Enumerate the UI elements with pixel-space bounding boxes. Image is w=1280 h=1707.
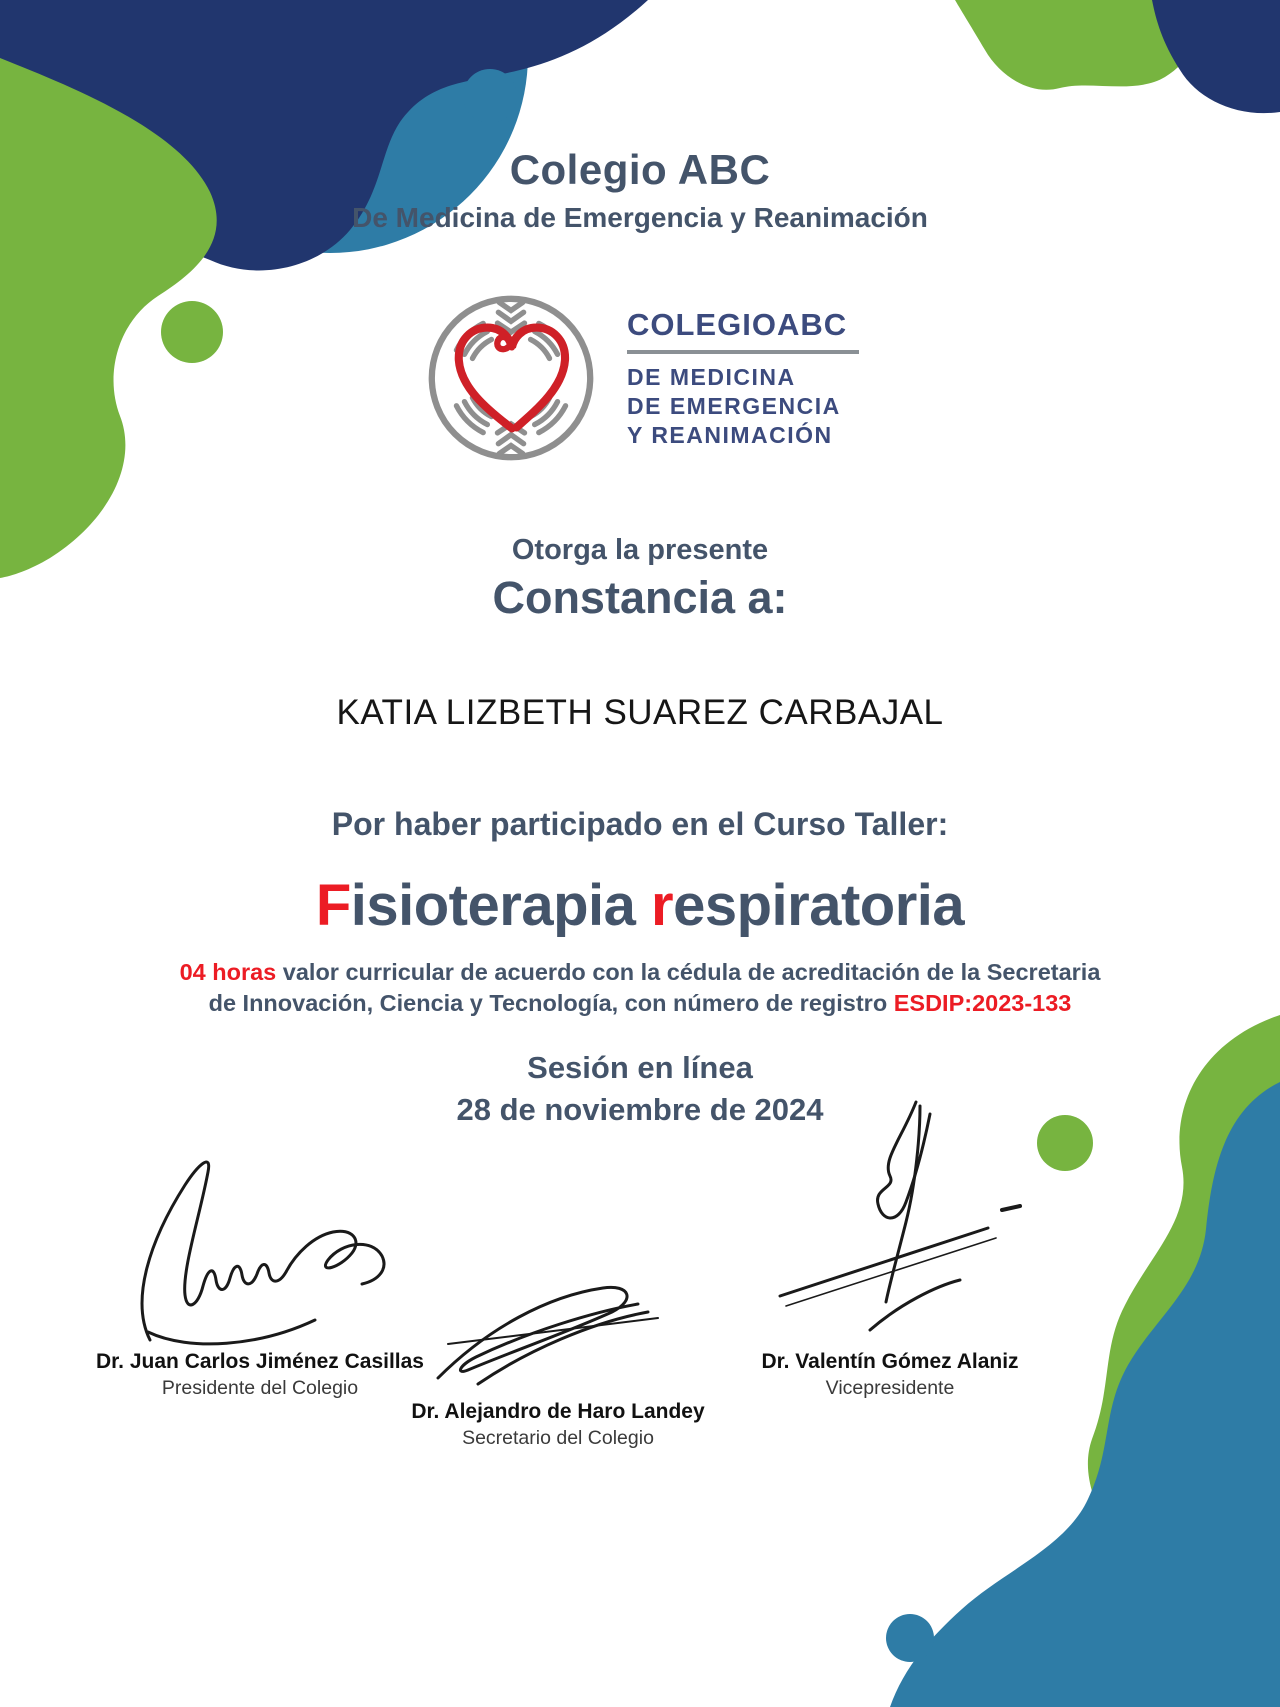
signatory-role: Secretario del Colegio [462, 1427, 654, 1449]
blue-dot [886, 1614, 934, 1662]
logo-wordmark-block [627, 307, 859, 450]
session-mode: Sesión en línea [527, 1050, 753, 1085]
signatory-name: Dr. Juan Carlos Jiménez Casillas [96, 1350, 424, 1373]
credit-line-2 [0, 988, 1280, 1019]
signatory-role: Presidente del Colegio [161, 1377, 359, 1399]
logo-wordmark-bold: ABC [776, 306, 848, 342]
presents-line: Otorga la presente [511, 534, 769, 566]
signatory-name: Dr. Valentín Gómez Alaniz [761, 1350, 1019, 1373]
credit-line-2-pre: de Innovación, Ciencia y Tecnología, con número de registro [208, 990, 894, 1016]
signature-secretary-handwriting [408, 1258, 708, 1398]
course-lead: Por haber participado en el Curso Taller: [331, 806, 949, 842]
constancy-line: Constancia a: [492, 572, 788, 623]
credit-paragraph [0, 957, 1280, 1019]
logo-block [0, 288, 1280, 468]
course-title-red-initial-1: F [315, 873, 351, 938]
logo-divider [627, 350, 859, 354]
session-date: 28 de noviembre de 2024 [456, 1092, 824, 1127]
signatory-role: Vicepresidente [825, 1377, 955, 1399]
credit-line-1 [0, 957, 1280, 988]
course-title [0, 872, 1280, 939]
logo-wordmark-regular: COLEGIO [627, 306, 777, 342]
logo-line-1: DE MEDICINA [627, 363, 796, 390]
credit-registry-number: ESDIP:2023-133 [893, 990, 1072, 1016]
logo-wordmark [627, 307, 859, 343]
signature-block-secretary [358, 1258, 758, 1451]
logo-line-3: Y REANIMACIÓN [627, 421, 833, 448]
college-title: Colegio ABC [509, 146, 771, 193]
course-title-red-initial-2: r [651, 873, 674, 938]
course-title-part-1: isioterapia [350, 873, 651, 938]
signatory-name: Dr. Alejandro de Haro Landey [411, 1400, 705, 1423]
college-subtitle: De Medicina de Emergencia y Reanimación [352, 202, 928, 233]
logo-line-2: DE EMERGENCIA [627, 392, 841, 419]
corner-blob-top-right [940, 0, 1280, 150]
credit-line-1-rest: valor curricular de acuerdo con la cédula de acreditación de la Secretaria [276, 959, 1101, 985]
credit-hours: 04 horas [179, 959, 277, 985]
blue-dot [463, 69, 517, 123]
recipient-name: KATIA LIZBETH SUAREZ CARBAJAL [336, 693, 944, 732]
heart-hands-logo-icon [421, 288, 601, 468]
course-title-part-2: espiratoria [673, 873, 965, 938]
signature-vicepresident-handwriting [720, 1090, 1060, 1348]
